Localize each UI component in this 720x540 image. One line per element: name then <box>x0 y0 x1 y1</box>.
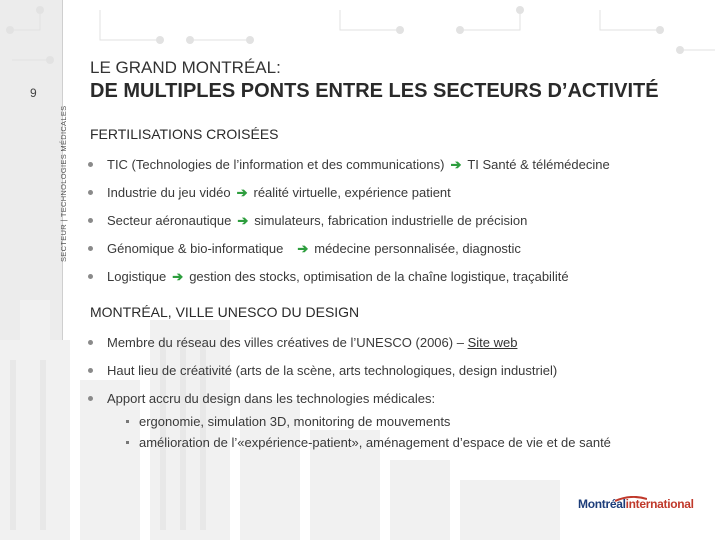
bullet-icon <box>88 246 93 251</box>
arrow-right-icon: ➔ <box>450 157 462 172</box>
logo-part-montreal: Montréal <box>578 497 626 511</box>
bullet-icon <box>88 218 93 223</box>
item-text: Haut lieu de créativité (arts de la scène, arts technologiques, design industriel) <box>107 363 558 378</box>
sub-list-item <box>126 435 611 450</box>
item-left: Industrie du jeu vidéo <box>107 185 231 200</box>
bullet-icon <box>88 162 93 167</box>
arrow-right-icon: ➔ <box>236 185 248 200</box>
logo-part-international: international <box>625 497 694 511</box>
item-right: gestion des stocks, optimisation de la chaîne logistique, traçabilité <box>189 269 569 284</box>
list-item <box>88 269 569 285</box>
slide-title: DE MULTIPLES PONTS ENTRE LES SECTEURS D’ACTIVITÉ <box>90 80 659 102</box>
sub-item-text: amélioration de l’«expérience-patient», aménagement d’espace de vie et de santé <box>139 435 611 450</box>
section-vertical-label: SECTEUR | TECHNOLOGIES MÉDICALES <box>59 105 68 262</box>
site-web-link[interactable]: Site web <box>467 335 518 350</box>
item-right: médecine personnalisée, diagnostic <box>314 241 521 256</box>
arrow-right-icon: ➔ <box>237 213 249 228</box>
section-heading-fertilisations: FERTILISATIONS CROISÉES <box>90 126 279 142</box>
section-heading-unesco: MONTRÉAL, VILLE UNESCO DU DESIGN <box>90 304 360 320</box>
list-item <box>88 241 521 257</box>
item-right: TI Santé & télémédecine <box>467 157 610 172</box>
sub-item-text: ergonomie, simulation 3D, monitoring de mouvements <box>139 414 451 429</box>
list-item <box>88 363 557 378</box>
page-number: 9 <box>30 86 37 100</box>
list-item <box>88 185 451 201</box>
item-right: simulateurs, fabrication industrielle de précision <box>254 213 528 228</box>
bullet-icon <box>88 340 93 345</box>
item-left: TIC (Technologies de l’information et des communications) <box>107 157 445 172</box>
bullet-icon <box>88 190 93 195</box>
slide-kicker: LE GRAND MONTRÉAL: <box>90 58 281 77</box>
item-left: Génomique & bio-informatique <box>107 241 284 256</box>
list-item <box>88 335 517 350</box>
item-text: Membre du réseau des villes créatives de l’UNESCO (2006) – <box>107 335 464 350</box>
item-left: Secteur aéronautique <box>107 213 232 228</box>
arrow-right-icon: ➔ <box>172 269 184 284</box>
arrow-right-icon: ➔ <box>297 241 309 256</box>
item-left: Logistique <box>107 269 167 284</box>
sub-list-item <box>126 414 450 429</box>
montreal-international-logo <box>578 497 694 511</box>
list-item <box>88 213 527 229</box>
bullet-icon <box>88 274 93 279</box>
item-right: réalité virtuelle, expérience patient <box>253 185 451 200</box>
square-bullet-icon <box>126 420 129 423</box>
bullet-icon <box>88 368 93 373</box>
bullet-icon <box>88 396 93 401</box>
list-item <box>88 157 610 173</box>
item-text: Apport accru du design dans les technologies médicales: <box>107 391 436 406</box>
list-item <box>88 391 435 406</box>
square-bullet-icon <box>126 441 129 444</box>
